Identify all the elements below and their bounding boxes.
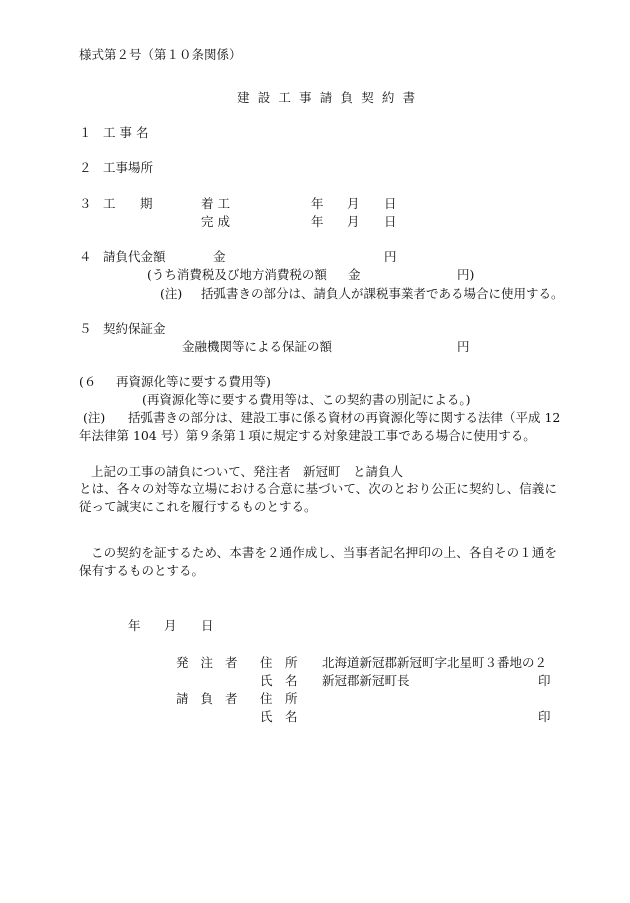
document-title: 建設工事請負契約書 xyxy=(237,90,424,105)
orderer-name-label: 氏 名 xyxy=(260,673,298,688)
date-day-label: 日 xyxy=(201,618,214,633)
start-month-label: 月 xyxy=(347,196,360,211)
recycling-note-label: (注) xyxy=(83,410,106,425)
contract-amount-label: 請負代金額 xyxy=(103,249,166,264)
date-month-label: 月 xyxy=(164,618,177,633)
guarantee-label: 契約保証金 xyxy=(103,321,166,336)
item-1-number: １ xyxy=(79,125,92,140)
recycling-sub-text: (再資源化等に要する費用等は、この契約書の別記による。) xyxy=(142,392,471,407)
orderer-role: 発 注 者 xyxy=(176,655,242,670)
guarantee-sub-label: 金融機関等による保証の額 xyxy=(182,339,333,354)
recycling-note-line1: 括弧書きの部分は、建設工事に係る資材の再資源化等に関する法律（平成 12 xyxy=(128,410,561,425)
finish-month-label: 月 xyxy=(347,214,360,229)
contract-para2: この契約を証するため、本書を２通作成し、当事者記名押印の上、各自その１通を保有するものとする。 xyxy=(79,545,557,578)
item-3-number: ３ xyxy=(79,196,92,211)
tax-amount-kin: 金 xyxy=(348,267,361,282)
form-number: 様式第２号（第１０条関係） xyxy=(79,47,242,62)
orderer-address-value: 北海道新冠郡新冠町字北星町３番地の２ xyxy=(322,655,548,670)
contractor-role: 請 負 者 xyxy=(176,691,242,706)
tax-note-text: 括弧書きの部分は、請負人が課税事業者である場合に使用する。 xyxy=(201,286,564,301)
orderer-address-label: 住 所 xyxy=(260,655,298,670)
contractor-seal-mark: 印 xyxy=(538,709,551,724)
construction-site-label: 工事場所 xyxy=(103,160,154,175)
item-4-number: ４ xyxy=(79,249,92,264)
contract-para1-line1: 上記の工事の請負について、発注者 新冠町 と請負人 xyxy=(91,464,404,479)
item-2-number: ２ xyxy=(79,160,92,175)
orderer-seal-mark: 印 xyxy=(538,673,551,688)
contract-para1-rest: とは、各々の対等な立場における合意に基づいて、次のとおり公正に契約し、信義に従って誠実にこれを履行するものとする。 xyxy=(79,481,557,514)
start-day-label: 日 xyxy=(384,196,397,211)
period-start-label: 着 工 xyxy=(201,196,230,211)
contract-amount-kin: 金 xyxy=(213,249,226,264)
item-5-number: ５ xyxy=(79,321,92,336)
contractor-name-label: 氏 名 xyxy=(260,709,298,724)
start-year-label: 年 xyxy=(311,196,324,211)
date-year-label: 年 xyxy=(128,618,141,633)
period-finish-label: 完 成 xyxy=(201,214,230,229)
guarantee-yen: 円 xyxy=(457,339,470,354)
finish-day-label: 日 xyxy=(384,214,397,229)
construction-name-label: 工 事 名 xyxy=(103,125,149,140)
finish-year-label: 年 xyxy=(311,214,324,229)
contractor-address-label: 住 所 xyxy=(260,691,298,706)
tax-note-label: (注) xyxy=(160,286,183,301)
contract-amount-yen: 円 xyxy=(384,249,397,264)
tax-amount-suffix: 円) xyxy=(457,267,475,282)
period-label-b: 期 xyxy=(140,196,153,211)
orderer-name-value: 新冠郡新冠町長 xyxy=(322,673,410,688)
item-6-paren: (６ xyxy=(79,374,97,389)
period-label-a: 工 xyxy=(103,196,116,211)
tax-amount-prefix: (うち消費税及び地方消費税の額 xyxy=(147,267,327,282)
recycling-note-line2: 年法律第 104 号）第９条第１項に規定する対象建設工事である場合に使用する。 xyxy=(79,428,536,443)
recycling-heading: 再資源化等に要する費用等) xyxy=(116,374,271,389)
